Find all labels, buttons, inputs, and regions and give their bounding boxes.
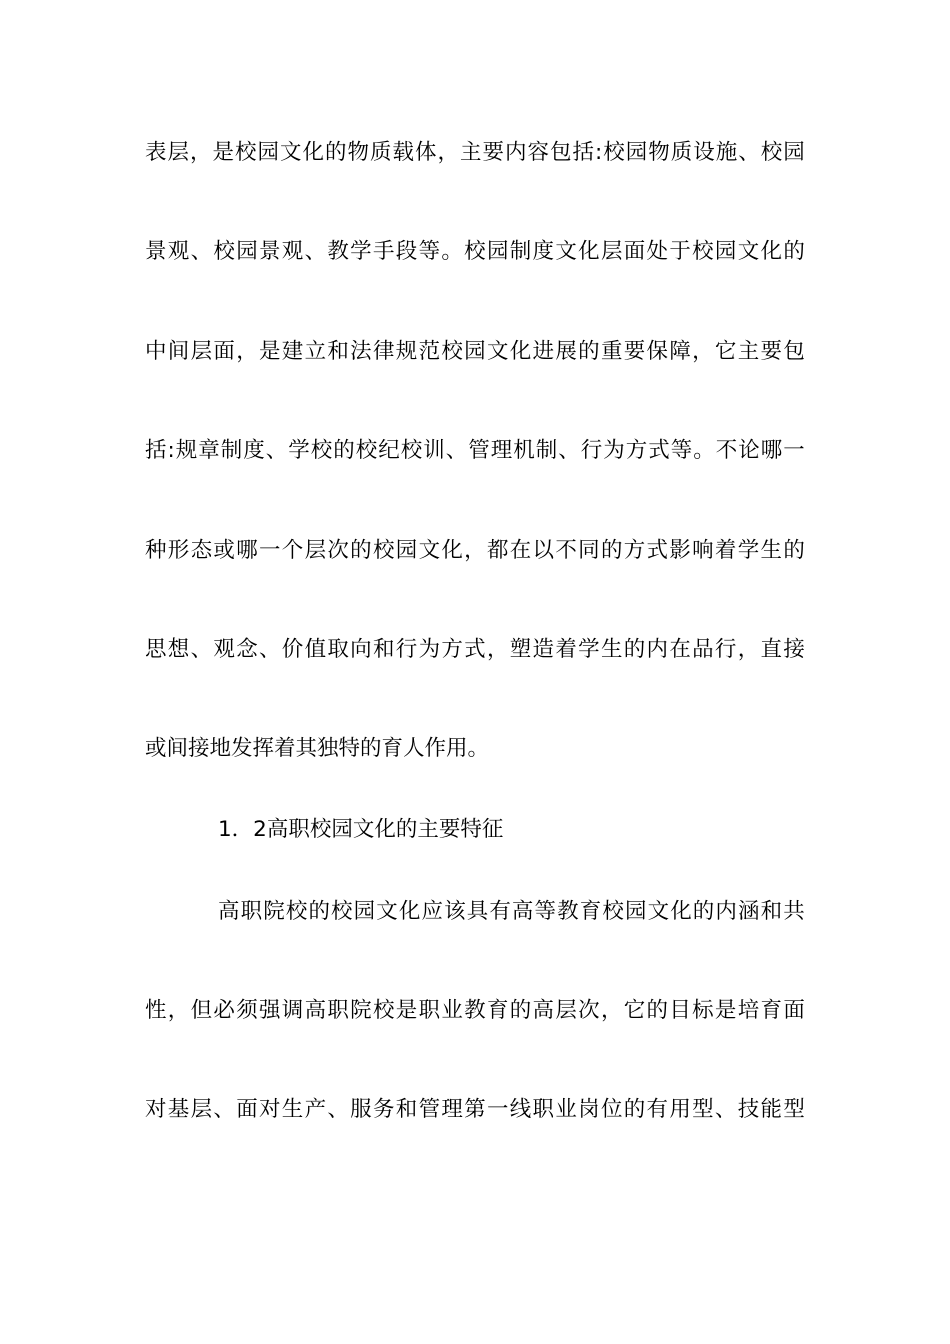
- paragraph-line: 思 想 、 观 念 、 价 值 取 向 和 行 为 方 式 ， 塑 造 着 学 生 的 内 在 品 行 ， 直 接: [145, 637, 805, 662]
- paragraph-line: 或间接地发挥着其独特的育人作用。: [145, 736, 490, 761]
- paragraph-line: 性 ， 但 必 须 强 调 高 职 院 校 是 职 业 教 育 的 高 层 次 ， 它 的 目 标 是 培 育 面: [145, 998, 805, 1023]
- paragraph-line: 景 观 、 校 园 景 观 、 教 学 手 段 等 。 校 园 制 度 文 化 层 面 处 于 校 园 文 化 的: [145, 239, 805, 264]
- paragraph-line: 种 形 态 或 哪 一 个 层 次 的 校 园 文 化 ， 都 在 以 不 同 的 方 式 影 响 着 学 生 的: [145, 538, 805, 563]
- paragraph-line: 表 层 ， 是 校 园 文 化 的 物 质 载 体 ， 主 要 内 容 包 括 : 校 园 物 质 设 施 、 校 园: [145, 140, 805, 165]
- paragraph-line: 中 间 层 面 ， 是 建 立 和 法 律 规 范 校 园 文 化 进 展 的 重 要 保 障 ， 它 主 要 包: [145, 339, 805, 364]
- paragraph-line: 括 : 规 章 制 度 、 学 校 的 校 纪 校 训 、 管 理 机 制 、 行 为 方 式 等 。 不 论 哪 一: [145, 438, 805, 463]
- paragraph-line: 对 基 层 、 面 对 生 产 、 服 务 和 管 理 第 一 线 职 业 岗 位 的 有 用 型 、 技 能 型: [145, 1097, 805, 1122]
- paragraph-line: 高 职 院 校 的 校 园 文 化 应 该 具 有 高 等 教 育 校 园 文 化 的 内 涵 和 共: [218, 899, 805, 924]
- section-heading: 1．2高职校园文化的主要特征: [218, 817, 504, 842]
